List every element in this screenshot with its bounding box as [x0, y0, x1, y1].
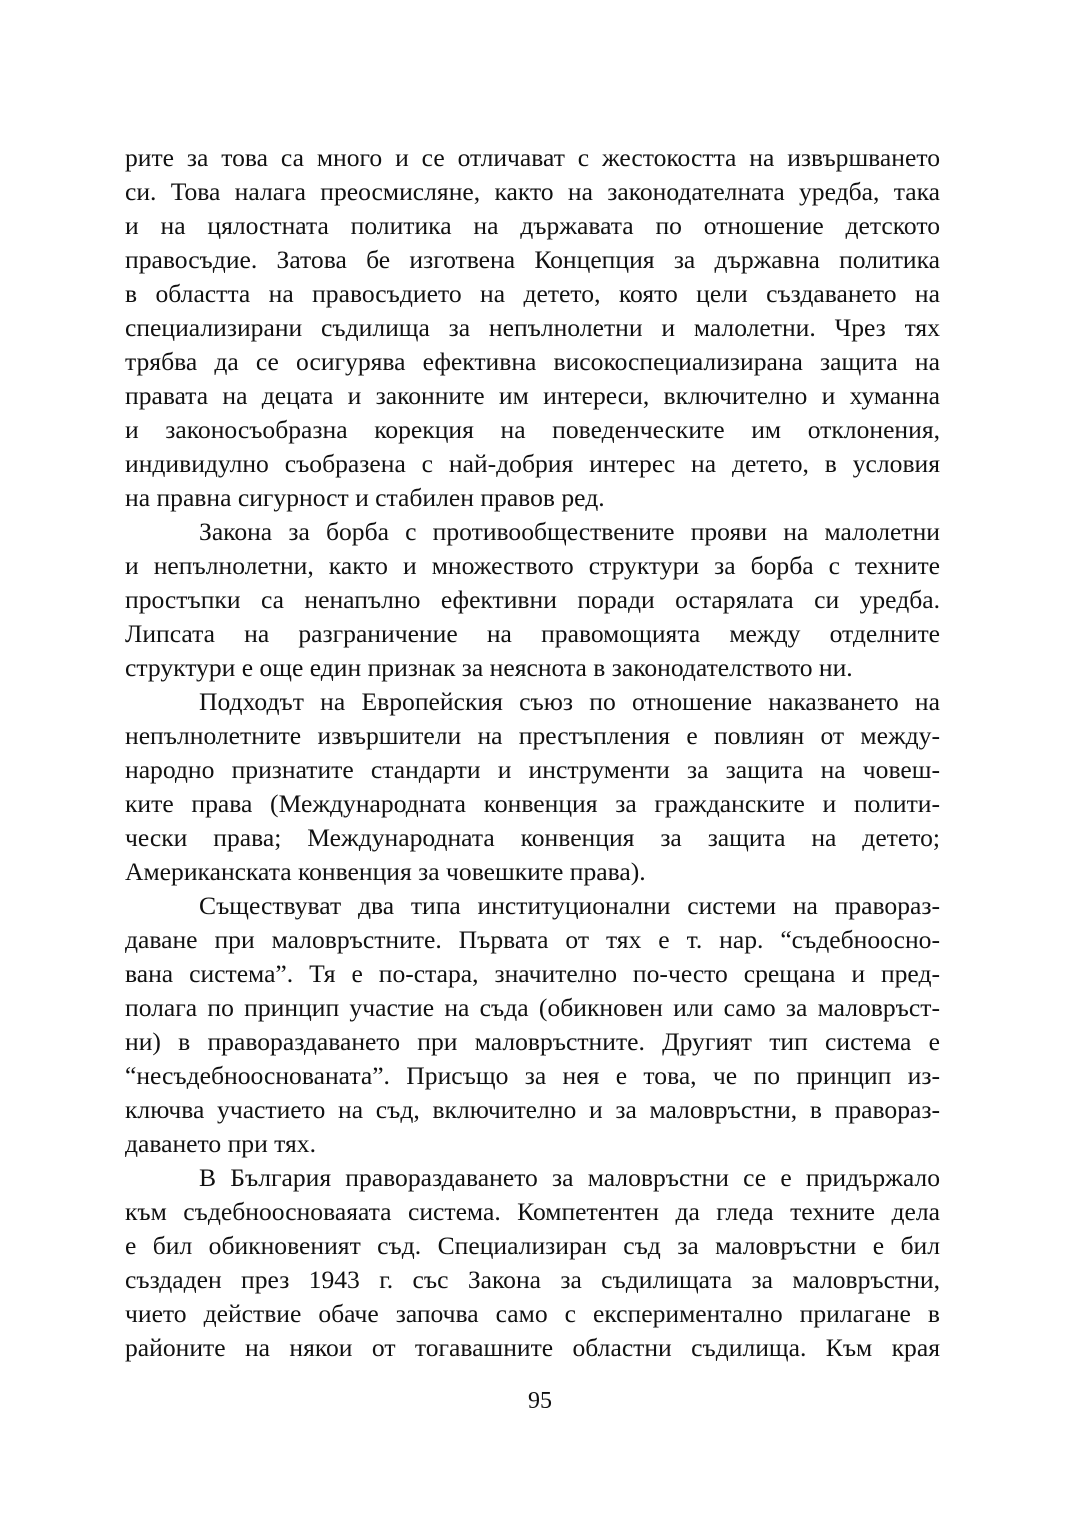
paragraph [125, 685, 940, 889]
text-line: и законосъобразна корекция на поведенческите им отклонения, [125, 415, 940, 444]
text-line: народно признатите стандарти и инструменти за защита на човеш- [125, 755, 940, 784]
text-line: Подходът на Европейския съюз по отношение наказването на [199, 687, 940, 716]
text-line: е бил обикновеният съд. Специализиран съд за маловръстни е бил [125, 1231, 940, 1260]
text-line: Съществуват два типа институционални системи на правораз- [199, 891, 940, 920]
text-line: и непълнолетни, както и множеството структури за борба с техните [125, 551, 940, 580]
text-line: Липсата на разграничение на правомощията между отделните [125, 619, 940, 648]
page-body [125, 141, 940, 1365]
text-line: специализирани съдилища за непълнолетни и малолетни. Чрез тях [125, 313, 940, 342]
text-line: ките права (Международната конвенция за гражданските и полити- [125, 789, 940, 818]
text-line: създаден през 1943 г. със Закона за съдилищата за маловръстни, [125, 1265, 940, 1294]
paragraph [125, 141, 940, 515]
text-line: ни) в правораздаването при маловръстните. Другият тип система е [125, 1027, 940, 1056]
text-line: В България правораздаването за маловръстни се е придържало [199, 1163, 940, 1192]
text-line: си. Това налага преосмисляне, както на законодателната уредба, така [125, 177, 940, 206]
text-line: чието действие обаче започва само с експериментално прилагане в [125, 1299, 940, 1328]
text-line: на правна сигурност и стабилен правов ред. [125, 483, 605, 512]
text-line: правата на децата и законните им интереси, включително и хуманна [125, 381, 940, 410]
text-line: “несъдебнооснованата”. Присъщо за нея е това, че по принцип из- [125, 1061, 940, 1090]
text-line: Закона за борба с противообществените прояви на малолетни [199, 517, 940, 546]
paragraph [125, 1161, 940, 1365]
text-line: полага по принцип участие на съда (обикновен или само за маловръст- [125, 993, 940, 1022]
text-line: трябва да се осигурява ефективна високоспециализирана защита на [125, 347, 940, 376]
page-number: 95 [528, 1388, 552, 1414]
text-line: в областта на правосъдието на детето, която цели създаването на [125, 279, 940, 308]
text-line: Американската конвенция за човешките права). [125, 857, 646, 886]
text-line: районите на някои от тогавашните областни съдилища. Към края [125, 1333, 940, 1362]
paragraph [125, 515, 940, 685]
text-line: правосъдие. Затова бе изготвена Концепция за държавна политика [125, 245, 940, 274]
paragraph [125, 889, 940, 1161]
text-line: простъпки са ненапълно ефективни поради остарялата си уредба. [125, 585, 940, 614]
text-line: индивидулно съобразена с най-добрия интерес на детето, в условия [125, 449, 940, 478]
text-line: към съдебноосноваяата система. Компетентен да гледа техните дела [125, 1197, 940, 1226]
text-line: чески права; Международната конвенция за защита на детето; [125, 823, 940, 852]
text-line: даването при тях. [125, 1129, 316, 1158]
text-line: ключва участието на съд, включително и за маловръстни, в правораз- [125, 1095, 940, 1124]
text-line: вана система”. Тя е по-стара, значително по-често срещана и пред- [125, 959, 940, 988]
text-line: непълнолетните извършители на престъпления е повлиян от между- [125, 721, 940, 750]
text-line: даване при маловръстните. Първата от тях е т. нар. “съдебноосно- [125, 925, 940, 954]
text-line: рите за това са много и се отличават с жестокостта на извършването [125, 143, 940, 172]
text-line: структури е още един признак за неяснота в законодателството ни. [125, 653, 853, 682]
text-line: и на цялостната политика на държавата по отношение детското [125, 211, 940, 240]
